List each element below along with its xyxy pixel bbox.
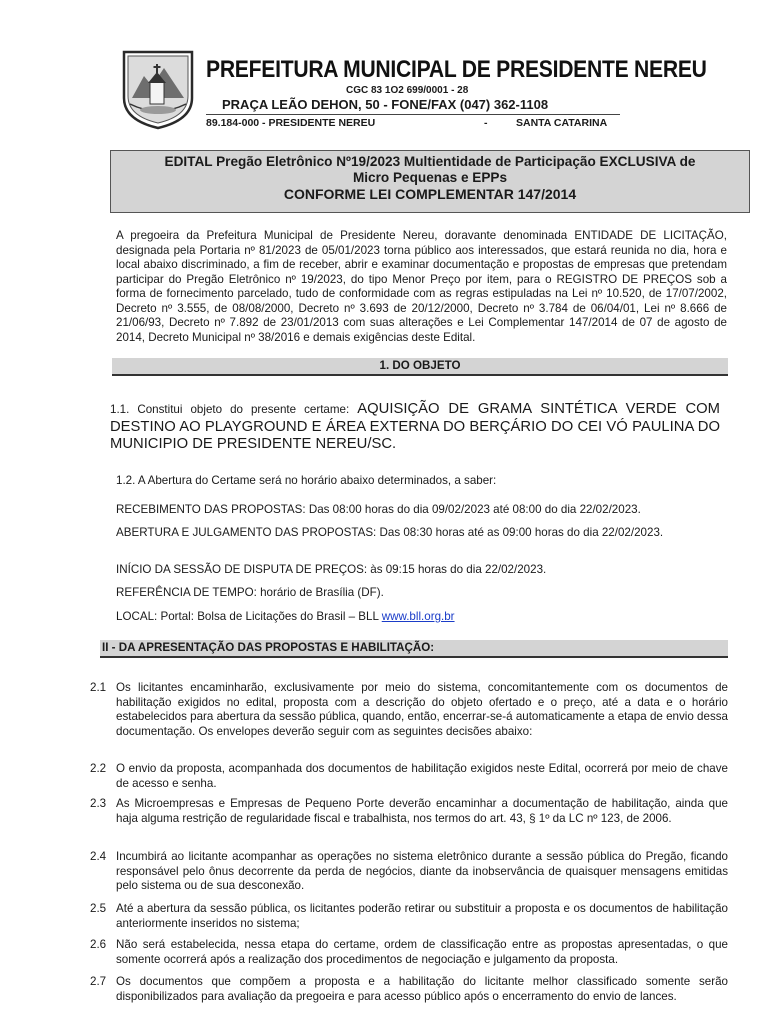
letterhead [110,46,707,132]
bll-link[interactable]: www.bll.org.br [381,610,455,623]
item-text: Não será estabelecida, nessa etapa do certame, ordem de classificação entre as propostas apresentadas, o que somente ocorrerá após a realização dos procedimentos de negociação e julgamento da proposta. [116,938,728,966]
local-label: LOCAL: Portal: Bolsa de Licitações do Brasil – BLL [116,610,382,623]
item-text: Até a abertura da sessão pública, os licitantes poderão retirar ou substituir a proposta e os documentos de habilitação anteriormente inseridos no sistema; [116,902,728,930]
abertura-intro: 1.2. A Abertura do Certame será no horário abaixo determinados, a saber: [116,474,497,487]
item-number: 2.5 [90,902,107,915]
local-portal [116,610,455,625]
item-number: 2.3 [90,797,107,810]
list-item [90,797,728,826]
intro-paragraph: A pregoeira da Prefeitura Municipal de Presidente Nereu, doravante denominada ENTIDADE DE LICITAÇÃO, designada pela Portaria nº 81/2023 de 05/01/2023 torna público aos interessados, que estará reunida no dia, hora e local abaixo discriminado, a fim de receber, abrir e examinar documentação e propostas de empresas que pretendam participar do Pregão Eletrônico nº 19/2023, do tipo Menor Preço por item, para o REGISTRO DE PREÇOS sob a forma de fornecimento parcelado, tudo de conformidade com as regras estipuladas na Lei nº 10.520, de 17/07/2002, Decreto nº 3.555, de 08/08/2000, Decreto nº 3.693 de 20/12/2000, Decreto nº 3.784 de 06/04/01, Lei nº 8.666 de 21/06/93, Decreto nº 7.892 de 23/01/2013 com suas alterações e Lei Complementar 147/2014 de 07 de agosto de 2014, Decreto Municipal nº 38/2016 e demais exigências deste Edital. [116,229,727,344]
list-item [90,975,728,1004]
abertura-julgamento: ABERTURA E JULGAMENTO DAS PROPOSTAS: Das 08:30 horas até as 09:00 horas do dia 22/02/2023. [116,526,664,539]
item-text: Os licitantes encaminharão, exclusivamente por meio do sistema, concomitantemente com os documentos de habilitação exigidos no edital, proposta com a descrição do objeto ofertado e o preço, até a data e o horário estabelecidos para abertura da sessão pública, quando, então, encerrar-se-á automaticamente a etapa de envio dessa documentação. Os envelopes deverão seguir com as seguintes decisões abaixo: [116,681,728,738]
letterhead-cgc: CGC 83 1O2 699/0001 - 28 [346,85,469,96]
letterhead-city: 89.184-000 - PRESIDENTE NEREU [206,117,376,129]
inicio-sessao: INÍCIO DA SESSÃO DE DISPUTA DE PREÇOS: às 09:15 horas do dia 22/02/2023. [116,563,547,576]
letterhead-address: PRAÇA LEÃO DEHON, 50 - FONE/FAX (047) 362-1108 [222,97,549,112]
item-text: Incumbirá ao licitante acompanhar as operações no sistema eletrônico durante a sessão pública do Pregão, ficando responsável pelo ônus decorrente da perda de negócios, diante da inobservância de quaisquer mensagens emitidas pelo sistema ou de sua desconexão. [116,850,728,892]
list-item [90,681,728,739]
list-item [90,902,728,931]
item-text: Os documentos que compõem a proposta e a habilitação do licitante melhor classificado somente serão disponibilizados para avaliação da pregoeira e para acesso público após o encerramento do envio de lances. [116,975,728,1003]
edital-title-box [110,150,750,213]
object-description: AQUISIÇÃO DE GRAMA SINTÉTICA VERDE COM DESTINO AO PLAYGROUND E ÁREA EXTERNA DO BERÇÁRIO DO CEI VÓ PAULINA DO MUNICIPIO DE PRESIDENTE NEREU/SC. [110,401,720,452]
list-item [90,850,728,894]
list-item [90,762,728,791]
letterhead-title: PREFEITURA MUNICIPAL DE PRESIDENTE NEREU [206,56,707,83]
item-number: 2.2 [90,762,107,775]
item-number: 2.4 [90,850,107,863]
item-number: 2.6 [90,938,107,951]
letterhead-dash: - [484,117,488,129]
item-text: O envio da proposta, acompanhada dos documentos de habilitação exigidos neste Edital, ocorrerá por meio de chave de acesso e senha. [116,762,728,790]
item-number: 2.7 [90,975,107,988]
object-lead: 1.1. Constitui objeto do presente certame: [110,403,350,416]
referencia-tempo: REFERÊNCIA DE TEMPO: horário de Brasília (DF). [116,586,384,599]
object-paragraph [110,401,720,454]
title-line-1: EDITAL Pregão Eletrônico Nº19/2023 Multientidade de Participação EXCLUSIVA de [164,154,696,169]
letterhead-divider [206,114,620,115]
section-heading-propostas: II - DA APRESENTAÇÃO DAS PROPOSTAS E HABILITAÇÃO: [100,640,728,658]
item-text: As Microempresas e Empresas de Pequeno Porte deverão encaminhar a documentação de habilitação, ainda que haja alguma restrição de regularidade fiscal e trabalhista, nos termos do art. 43, § 1º da LC nº 123, de 2006. [116,797,728,825]
title-line-3: CONFORME LEI COMPLEMENTAR 147/2014 [283,186,577,202]
item-number: 2.1 [90,681,107,694]
municipal-crest-icon [118,46,198,130]
letterhead-state: SANTA CATARINA [516,117,608,129]
section-heading-objeto: 1. DO OBJETO [112,358,728,376]
list-item [90,938,728,967]
recebimento-propostas: RECEBIMENTO DAS PROPOSTAS: Das 08:00 horas do dia 09/02/2023 até 08:00 do dia 22/02/2023. [116,503,641,516]
title-line-2: Micro Pequenas e EPPs [352,170,508,185]
